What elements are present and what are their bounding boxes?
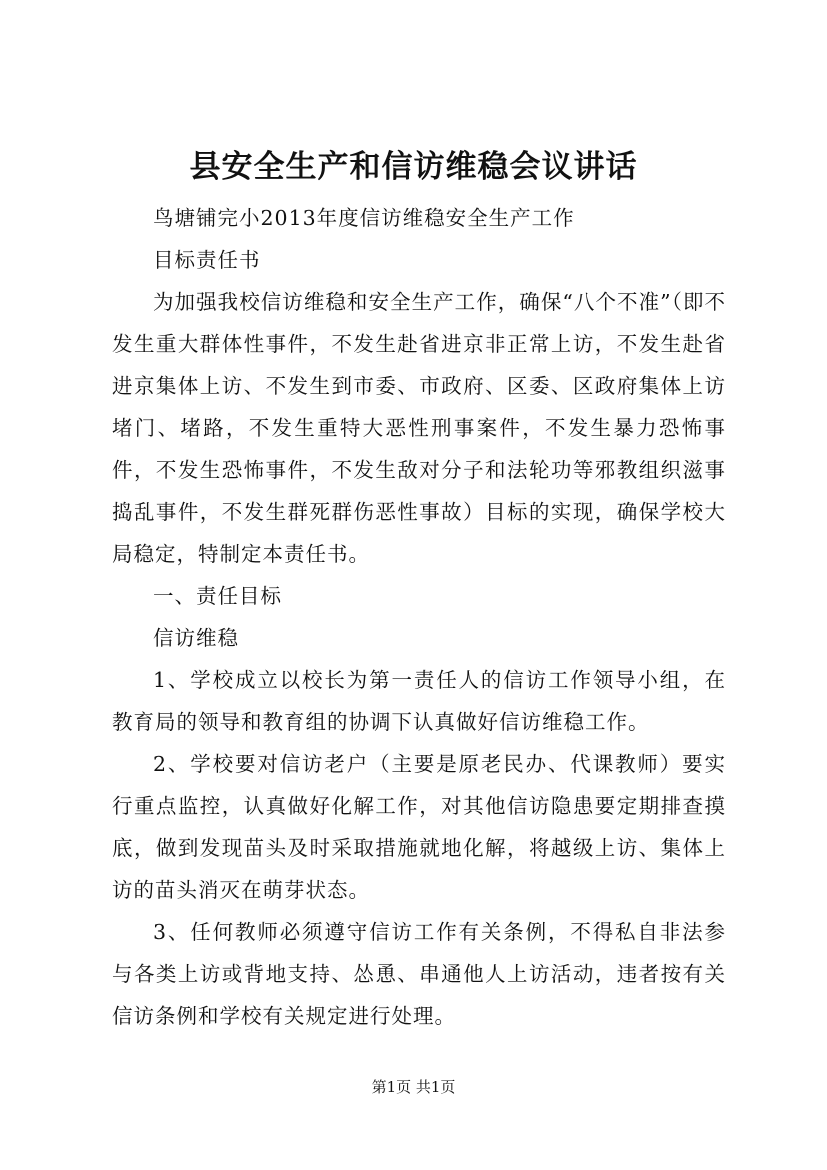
- paragraph-subtitle-line-2: 目标责任书: [153, 248, 261, 272]
- paragraph-item-2: 2、学校要对信访老户（主要是原老民办、代课教师）要实行重点监控，认真做好化解工作，对其他信访隐患要定期排查摸底，做到发现苗头及时采取措施就地化解，将越级上访、集体上访的苗头消灭在萌芽状态。: [112, 752, 726, 902]
- paragraph-item-1: 1、学校成立以校长为第一责任人的信访工作领导小组，在教育局的领导和教育组的协调下认真做好信访维稳工作。: [112, 668, 726, 734]
- paragraph-item-3: 3、任何教师必须遵守信访工作有关条例，不得私自非法参与各类上访或背地支持、怂恿、串通他人上访活动，违者按有关信访条例和学校有关规定进行处理。: [112, 920, 726, 1028]
- paragraph-subtitle-line-1: 鸟塘铺完小2013年度信访维稳安全生产工作: [153, 206, 575, 230]
- subsection-heading: 信访维稳: [153, 626, 239, 650]
- page-footer: 第1页 共1页: [371, 1078, 456, 1096]
- document-body: [112, 197, 726, 1037]
- section-heading-goals: 一、责任目标: [153, 584, 282, 608]
- paragraph-intro: 为加强我校信访维稳和安全生产工作，确保“八个不准”（即不发生重大群体性事件，不发生赴省进京非正常上访，不发生赴省进京集体上访、不发生到市委、市政府、区委、区政府集体上访堵门、堵路，不发生重特大恶性刑事案件，不发生暴力恐怖事件，不发生恐怖事件，不发生敌对分子和法轮功等邪教组织滋事捣乱事件，不发生群死群伤恶性事故）目标的实现，确保学校大局稳定，特制定本责任书。: [112, 290, 726, 566]
- document-title: 县安全生产和信访维稳会议讲话: [189, 149, 638, 185]
